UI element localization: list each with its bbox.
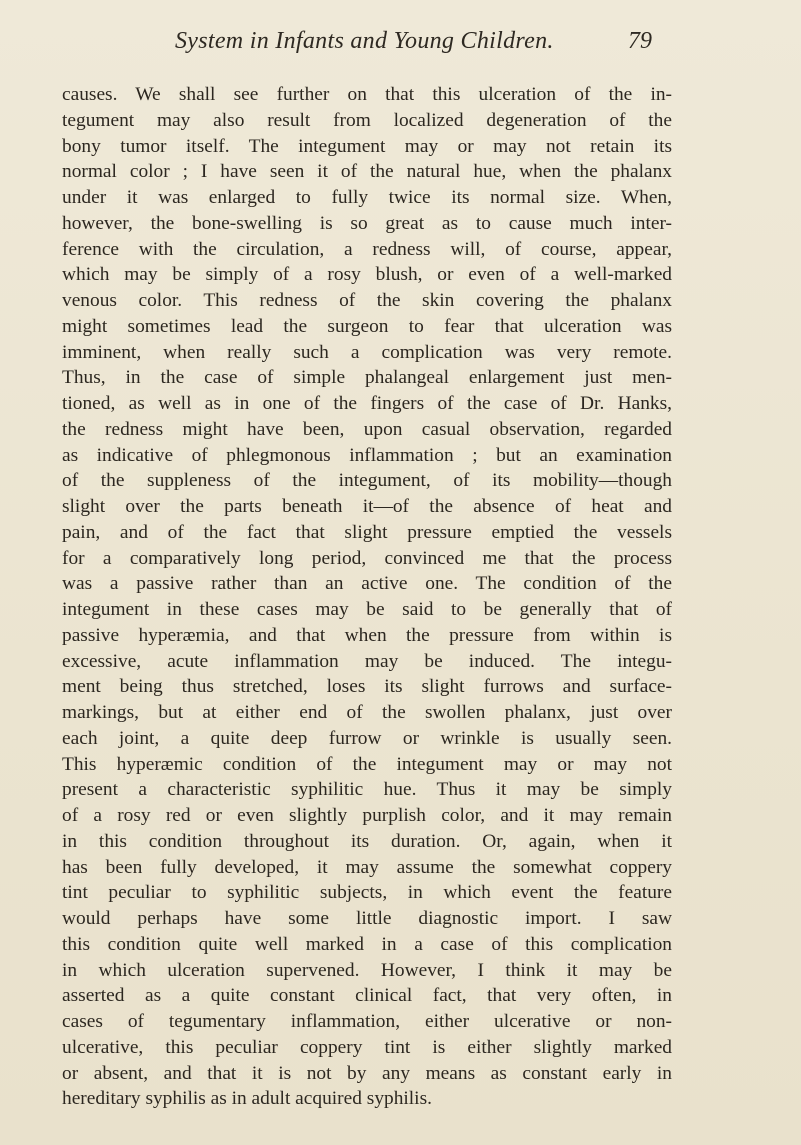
text-line: ment being thus stretched, loses its slight furrows and surface- bbox=[62, 676, 672, 698]
text-line: passive hyperæmia, and that when the pressure from within is bbox=[62, 624, 672, 646]
text-line: tint peculiar to syphilitic subjects, in which event the feature bbox=[62, 882, 672, 904]
text-line: for a comparatively long period, convinced me that the process bbox=[62, 547, 672, 569]
text-line: in this condition throughout its duration. Or, again, when it bbox=[62, 830, 672, 852]
text-line: as indicative of phlegmonous inflammation ; but an examination bbox=[62, 444, 672, 466]
text-line: in which ulceration supervened. However, I think it may be bbox=[62, 959, 672, 981]
text-line: was a passive rather than an active one. The condition of the bbox=[62, 573, 672, 595]
text-line: of the suppleness of the integument, of its mobility—though bbox=[62, 470, 672, 492]
text-line: excessive, acute inflammation may be induced. The integu- bbox=[62, 650, 672, 672]
text-line: however, the bone-swelling is so great as to cause much inter- bbox=[62, 212, 672, 234]
text-line: or absent, and that it is not by any means as constant early in bbox=[62, 1062, 672, 1084]
text-line: present a characteristic syphilitic hue. Thus it may be simply bbox=[62, 779, 672, 801]
text-line: has been fully developed, it may assume the somewhat coppery bbox=[62, 856, 672, 878]
text-line: ulcerative, this peculiar coppery tint is either slightly marked bbox=[62, 1036, 672, 1058]
text-line: markings, but at either end of the swollen phalanx, just over bbox=[62, 702, 672, 723]
text-line: hereditary syphilis as in adult acquired syphilis. bbox=[62, 1088, 432, 1110]
text-line: venous color. This redness of the skin covering the phalanx bbox=[62, 290, 672, 311]
running-head bbox=[0, 28, 801, 68]
page-number: 79 bbox=[628, 28, 652, 54]
text-line: would perhaps have some little diagnostic import. I saw bbox=[62, 908, 672, 929]
text-line: slight over the parts beneath it—of the absence of heat and bbox=[62, 496, 672, 517]
text-line: pain, and of the fact that slight pressure emptied the vessels bbox=[62, 521, 672, 543]
text-line: integument in these cases may be said to be generally that of bbox=[62, 599, 672, 620]
text-line: This hyperæmic condition of the integument may or may not bbox=[62, 753, 672, 775]
text-line: this condition quite well marked in a case of this complication bbox=[62, 933, 672, 955]
text-line: causes. We shall see further on that this ulceration of the in- bbox=[62, 84, 672, 105]
text-line: normal color ; I have seen it of the natural hue, when the phalanx bbox=[62, 161, 672, 183]
text-line: the redness might have been, upon casual observation, regarded bbox=[62, 418, 672, 440]
body-paragraph bbox=[62, 82, 672, 1112]
text-line: bony tumor itself. The integument may or may not retain its bbox=[62, 135, 672, 157]
text-line: which may be simply of a rosy blush, or even of a well-marked bbox=[62, 264, 672, 286]
text-line: tioned, as well as in one of the fingers of the case of Dr. Hanks, bbox=[62, 393, 672, 414]
text-line: imminent, when really such a complication was very remote. bbox=[62, 341, 672, 363]
text-line: cases of tegumentary inflammation, either ulcerative or non- bbox=[62, 1011, 672, 1032]
text-line: each joint, a quite deep furrow or wrinkle is usually seen. bbox=[62, 727, 672, 749]
text-line: asserted as a quite constant clinical fact, that very often, in bbox=[62, 985, 672, 1007]
text-line: of a rosy red or even slightly purplish color, and it may remain bbox=[62, 805, 672, 826]
text-line: might sometimes lead the surgeon to fear that ulceration was bbox=[62, 315, 672, 337]
text-line: ference with the circulation, a redness will, of course, appear, bbox=[62, 238, 672, 260]
text-line: Thus, in the case of simple phalangeal enlargement just men- bbox=[62, 367, 672, 389]
text-line: tegument may also result from localized degeneration of the bbox=[62, 109, 672, 131]
running-head-title: System in Infants and Young Children. bbox=[175, 28, 554, 54]
text-line: under it was enlarged to fully twice its normal size. When, bbox=[62, 187, 672, 208]
